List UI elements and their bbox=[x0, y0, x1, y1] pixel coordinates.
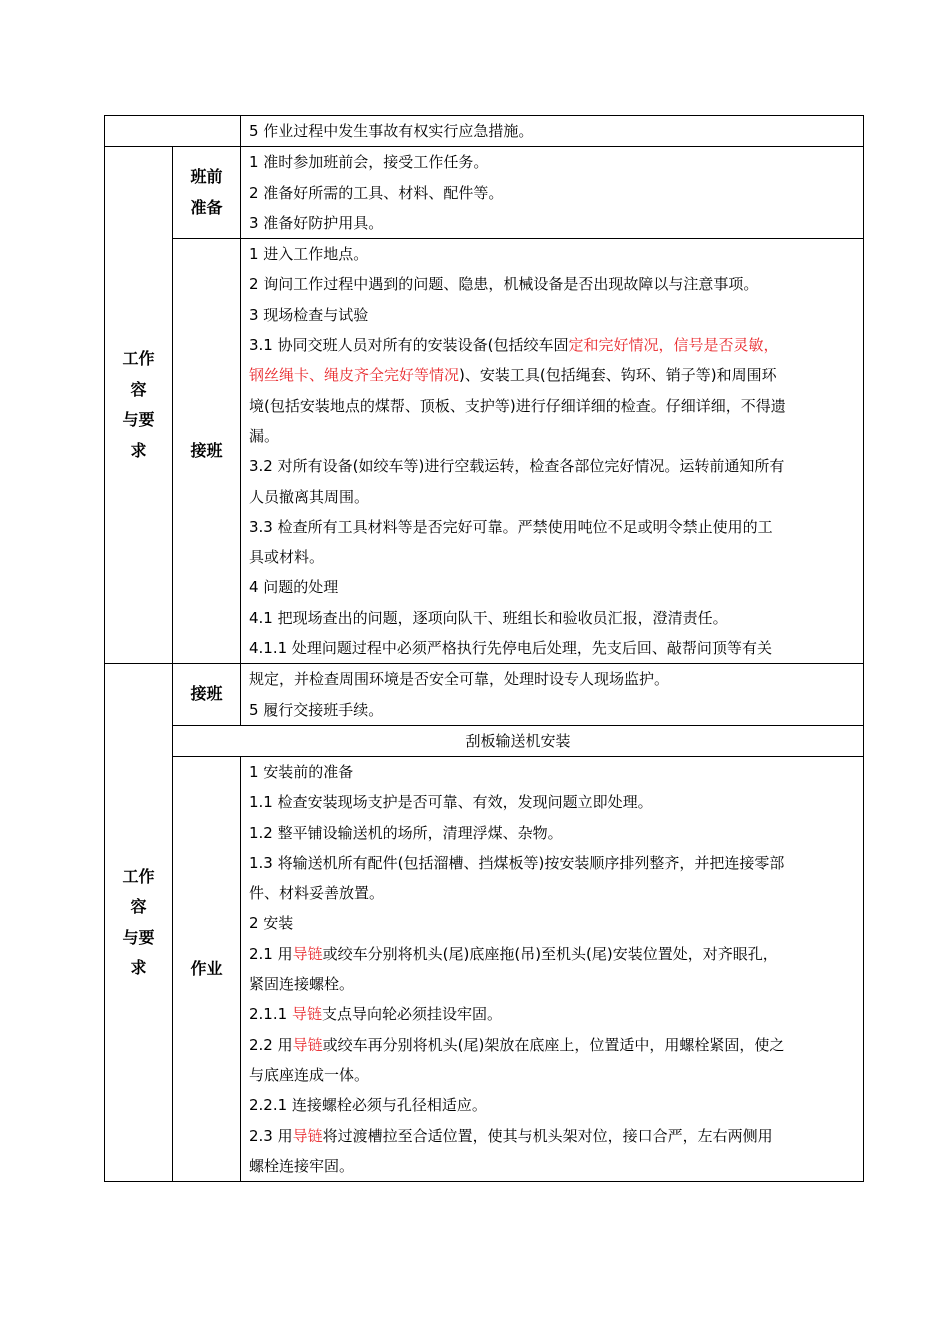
text-line: 1 准时参加班前会，接受工作任务。 bbox=[249, 153, 489, 172]
content-cell bbox=[241, 756, 864, 1181]
text-line: 2 询问工作过程中遇到的问题、隐患，机械设备是否出现故障以与注意事项。 bbox=[249, 275, 759, 294]
text-line: 境(包括安装地点的煤帮、顶板、支护等)进行仔细详细的检查。仔细详细，不得遗 bbox=[249, 396, 786, 415]
subcategory-prep: 班前 准备 bbox=[173, 147, 241, 239]
procedure-table bbox=[104, 115, 864, 1182]
highlight-text: 钢丝绳卡、绳皮齐全完好等情况 bbox=[249, 366, 460, 385]
text-line: 1 安装前的准备 bbox=[249, 762, 354, 781]
highlight-text: 导链 bbox=[292, 1035, 323, 1054]
table-row bbox=[105, 239, 864, 664]
text-line: 3 准备好防护用具。 bbox=[249, 213, 384, 232]
text-line: 5 作业过程中发生事故有权实行应急措施。 bbox=[249, 122, 534, 140]
text-line: 2 安装 bbox=[249, 914, 294, 933]
subcategory-handover: 接班 bbox=[173, 664, 241, 726]
table-row bbox=[105, 116, 864, 147]
text-line: 钢丝绳卡、绳皮齐全完好等情况)、安装工具(包括绳套、钩环、销子等)和周围环 bbox=[249, 366, 777, 385]
text-line: 4.1 把现场查出的问题，逐项向队干、班组长和验收员汇报，澄清责任。 bbox=[249, 608, 728, 627]
text-line: 3 现场检查与试验 bbox=[249, 305, 369, 324]
highlight-text: 导链 bbox=[291, 1005, 322, 1024]
section-subtitle: 刮板输送机安装 bbox=[173, 725, 864, 756]
content-cell bbox=[241, 664, 864, 726]
text-line: 件、材料妥善放置。 bbox=[249, 884, 385, 903]
table-row bbox=[105, 147, 864, 239]
highlight-text: 导链 bbox=[292, 944, 323, 963]
content-cell bbox=[241, 239, 864, 664]
table-row bbox=[105, 756, 864, 1181]
content-cell bbox=[241, 116, 864, 147]
text-line: 1.1 检查安装现场支护是否可靠、有效，发现问题立即处理。 bbox=[249, 793, 653, 812]
category-cell: 工作 容 与要 求 bbox=[105, 147, 173, 664]
text-line: 2.1 用导链或绞车分别将机头(尾)底座拖(吊)至机头(尾)安装位置处，对齐眼孔， bbox=[249, 944, 778, 963]
text-line: 4.1.1 处理问题过程中必须严格执行先停电后处理，先支后回、敲帮问顶等有关 bbox=[249, 639, 772, 658]
text-line: 2.2.1 连接螺栓必须与孔径相适应。 bbox=[249, 1096, 487, 1115]
text-line: 2.2 用导链或绞车再分别将机头(尾)架放在底座上，位置适中，用螺栓紧固，使之 bbox=[249, 1035, 785, 1054]
table-row bbox=[105, 725, 864, 756]
subcategory-work: 作业 bbox=[173, 756, 241, 1181]
text-line: 与底座连成一体。 bbox=[249, 1065, 370, 1084]
text-line: 2.3 用导链将过渡槽拉至合适位置，使其与机头架对位，接口合严，左右两侧用 bbox=[249, 1126, 773, 1145]
text-line: 具或材料。 bbox=[249, 548, 325, 567]
text-line: 5 履行交接班手续。 bbox=[249, 700, 384, 719]
text-line: 螺栓连接牢固。 bbox=[249, 1156, 355, 1175]
text-line: 3.2 对所有设备(如绞车等)进行空载运转，检查各部位完好情况。运转前通知所有 bbox=[249, 457, 785, 476]
text-line: 人员撤离其周围。 bbox=[249, 487, 370, 506]
text-line: 1.3 将输送机所有配件(包括溜槽、挡煤板等)按安装顺序排列整齐，并把连接零部 bbox=[249, 853, 785, 872]
subcategory-handover: 接班 bbox=[173, 239, 241, 664]
table-row bbox=[105, 664, 864, 726]
highlight-text: 定和完好情况，信号是否灵敏， bbox=[568, 336, 779, 355]
content-cell bbox=[241, 147, 864, 239]
text-line: 1.2 整平铺设输送机的场所，清理浮煤、杂物。 bbox=[249, 823, 563, 842]
highlight-text: 导链 bbox=[292, 1126, 323, 1145]
text-line: 紧固连接螺栓。 bbox=[249, 975, 355, 994]
text-line: 2 准备好所需的工具、材料、配件等。 bbox=[249, 183, 504, 202]
text-line: 规定，并检查周围环境是否安全可靠，处理时设专人现场监护。 bbox=[249, 670, 670, 689]
text-line: 4 问题的处理 bbox=[249, 578, 339, 597]
text-line: 漏。 bbox=[249, 426, 280, 445]
text-line: 2.1.1 导链支点导向轮必须挂设牢固。 bbox=[249, 1005, 502, 1024]
text-line: 3.3 检查所有工具材料等是否完好可靠。严禁使用吨位不足或明令禁止使用的工 bbox=[249, 517, 773, 536]
category-cell: 工作 容 与要 求 bbox=[105, 664, 173, 1182]
text-line: 3.1 协同交班人员对所有的安装设备(包括绞车固定和完好情况，信号是否灵敏， bbox=[249, 336, 779, 355]
empty-cell bbox=[105, 116, 241, 147]
text-line: 1 进入工作地点。 bbox=[249, 245, 369, 264]
